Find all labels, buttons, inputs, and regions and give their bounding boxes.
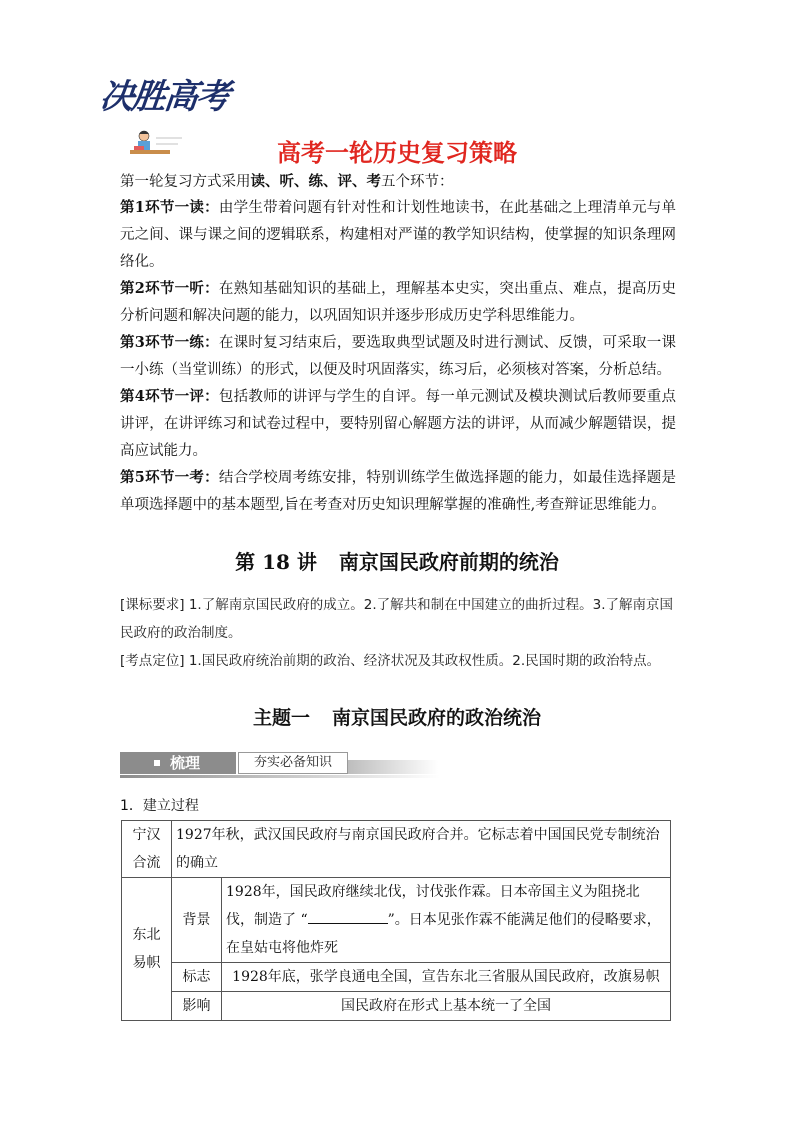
requirements-label: [课标要求] bbox=[120, 597, 185, 613]
fill-in-blank bbox=[308, 907, 388, 924]
intro-steps: 读、听、练、评、考 bbox=[250, 173, 381, 190]
banner-label bbox=[120, 752, 236, 774]
lesson-number: 第 18 讲 bbox=[235, 550, 317, 574]
table-row bbox=[122, 963, 671, 992]
curriculum-requirements bbox=[120, 591, 676, 647]
row-label: 影响 bbox=[172, 992, 222, 1021]
stage-5-paragraph: 第5环节一考：结合学校周考练安排，特别训练学生做选择题的能力，如最佳选择题是单项选择题中的基本题型,旨在考查对历史知识理解掌握的准确性,考查辩证思维能力。 bbox=[120, 469, 677, 513]
section-banner bbox=[120, 752, 440, 778]
stage-label: 第2环节一听 bbox=[120, 280, 205, 297]
stage-4-paragraph: 第4环节一评：包括教师的讲评与学生的自评。每一单元测试及模块测试后教师要重点讲评，在讲评练习和试卷过程中，要特别留心解题方法的讲评，从而减少解题错误，提高应试能力。 bbox=[120, 388, 677, 459]
row-label: 标志 bbox=[172, 963, 222, 992]
intro-paragraph bbox=[120, 168, 676, 196]
row-head-line: 宁汉 bbox=[132, 827, 161, 843]
stage-1-paragraph: 第1环节一读：由学生带着问题有针对性和计划性地读书，在此基础之上理清单元与单元之间、课与课之间的逻辑联系，构建相对严谨的教学知识结构，使掌握的知识条理网络化。 bbox=[120, 199, 677, 270]
stage-text: 在熟知基础知识的基础上，理解基本史实，突出重点、难点，提高历史分析问题和解决问题的能力，以巩固知识并逐步形成历史学科思维能力。 bbox=[120, 281, 677, 324]
cell-text: ”。日本见张作霖不能满足他们的侵略要求，在皇姑屯将他炸死 bbox=[226, 912, 661, 956]
cell-text: 1928年，国民政府继续北伐，讨伐张作霖。日本帝国主义为阻挠北伐，制造了 “ bbox=[226, 884, 640, 928]
section-heading: 1．建立过程 bbox=[120, 798, 199, 814]
topic-name: 南京国民政府的政治统治 bbox=[332, 707, 542, 729]
group-head-line: 东北 bbox=[132, 927, 161, 943]
stage-3-paragraph: 第3环节一练：在课时复习结束后，要选取典型试题及时进行测试、反馈，可采取一课一小练（当堂训练）的形式，以便及时巩固落实，练习后，必须核对答案，分析总结。 bbox=[120, 334, 677, 378]
group-head-line: 易帜 bbox=[132, 955, 161, 971]
stage-text: 在课时复习结束后，要选取典型试题及时进行测试、反馈，可采取一课一小练（当堂训练）的形式，以便及时巩固落实，练习后，必须核对答案，分析总结。 bbox=[120, 335, 677, 378]
square-bullet-icon bbox=[154, 760, 160, 766]
table-cell: 国民政府在形式上基本统一了全国 bbox=[222, 992, 671, 1021]
positioning-text: 1.国民政府统治前期的政治、经济状况及其政权性质。2.民国时期的政治特点。 bbox=[188, 653, 661, 669]
logo-text: 决胜高考 bbox=[97, 77, 231, 117]
banner-decoration bbox=[348, 760, 438, 774]
table-row bbox=[122, 992, 671, 1021]
row-head bbox=[122, 821, 172, 878]
stage-text: 由学生带着问题有针对性和计划性地读书，在此基础之上理清单元与单元之间、课与课之间的逻辑联系，构建相对严谨的教学知识结构，使掌握的知识条理网络化。 bbox=[120, 200, 677, 270]
table-cell: 1927年秋，武汉国民政府与南京国民政府合并。它标志着中国国民党专制统治的确立 bbox=[172, 821, 671, 878]
intro-prefix: 第一轮复习方式采用 bbox=[120, 174, 251, 190]
banner-subtitle: 夯实必备知识 bbox=[238, 752, 348, 774]
table-row bbox=[122, 878, 671, 963]
table-cell bbox=[222, 878, 671, 963]
banner-underline bbox=[120, 775, 440, 778]
row-label: 背景 bbox=[172, 878, 222, 963]
table-row bbox=[122, 821, 671, 878]
requirements-text: 1.了解南京国民政府的成立。2.了解共和制在中国建立的曲折过程。3.了解南京国民政府的政治制度。 bbox=[120, 597, 673, 641]
table-cell: 1928年底，张学良通电全国，宣告东北三省服从国民政府，改旗易帜 bbox=[222, 963, 671, 992]
lesson-title bbox=[0, 546, 794, 575]
stage-2-paragraph: 第2环节一听：在熟知基础知识的基础上，理解基本史实，突出重点、难点，提高历史分析问题和解决问题的能力，以巩固知识并逐步形成历史学科思维能力。 bbox=[120, 280, 677, 324]
banner-left-text: 梳理 bbox=[170, 754, 201, 772]
exam-positioning bbox=[120, 647, 676, 675]
topic-title bbox=[0, 703, 794, 730]
row-head-line: 合流 bbox=[132, 855, 161, 871]
topic-number: 主题一 bbox=[252, 707, 310, 729]
positioning-label: [考点定位] bbox=[120, 653, 185, 669]
group-head bbox=[122, 878, 172, 1021]
stage-text: 结合学校周考练安排，特别训练学生做选择题的能力，如最佳选择题是单项选择题中的基本题型,旨在考查对历史知识理解掌握的准确性,考查辩证思维能力。 bbox=[120, 470, 677, 513]
main-title: 高考一轮历史复习策略 bbox=[277, 139, 517, 167]
establishment-table bbox=[121, 820, 671, 1021]
stage-label: 第1环节一读 bbox=[120, 199, 205, 216]
stage-label: 第4环节一评 bbox=[120, 388, 205, 405]
stage-label: 第3环节一练 bbox=[120, 334, 205, 351]
stage-label: 第5环节一考 bbox=[120, 469, 205, 486]
intro-suffix: 五个环节： bbox=[381, 174, 454, 190]
stage-text: 包括教师的讲评与学生的自评。每一单元测试及模块测试后教师要重点讲评，在讲评练习和试卷过程中，要特别留心解题方法的讲评，从而减少解题错误，提高应试能力。 bbox=[120, 389, 677, 459]
lesson-name: 南京国民政府前期的统治 bbox=[338, 550, 559, 574]
